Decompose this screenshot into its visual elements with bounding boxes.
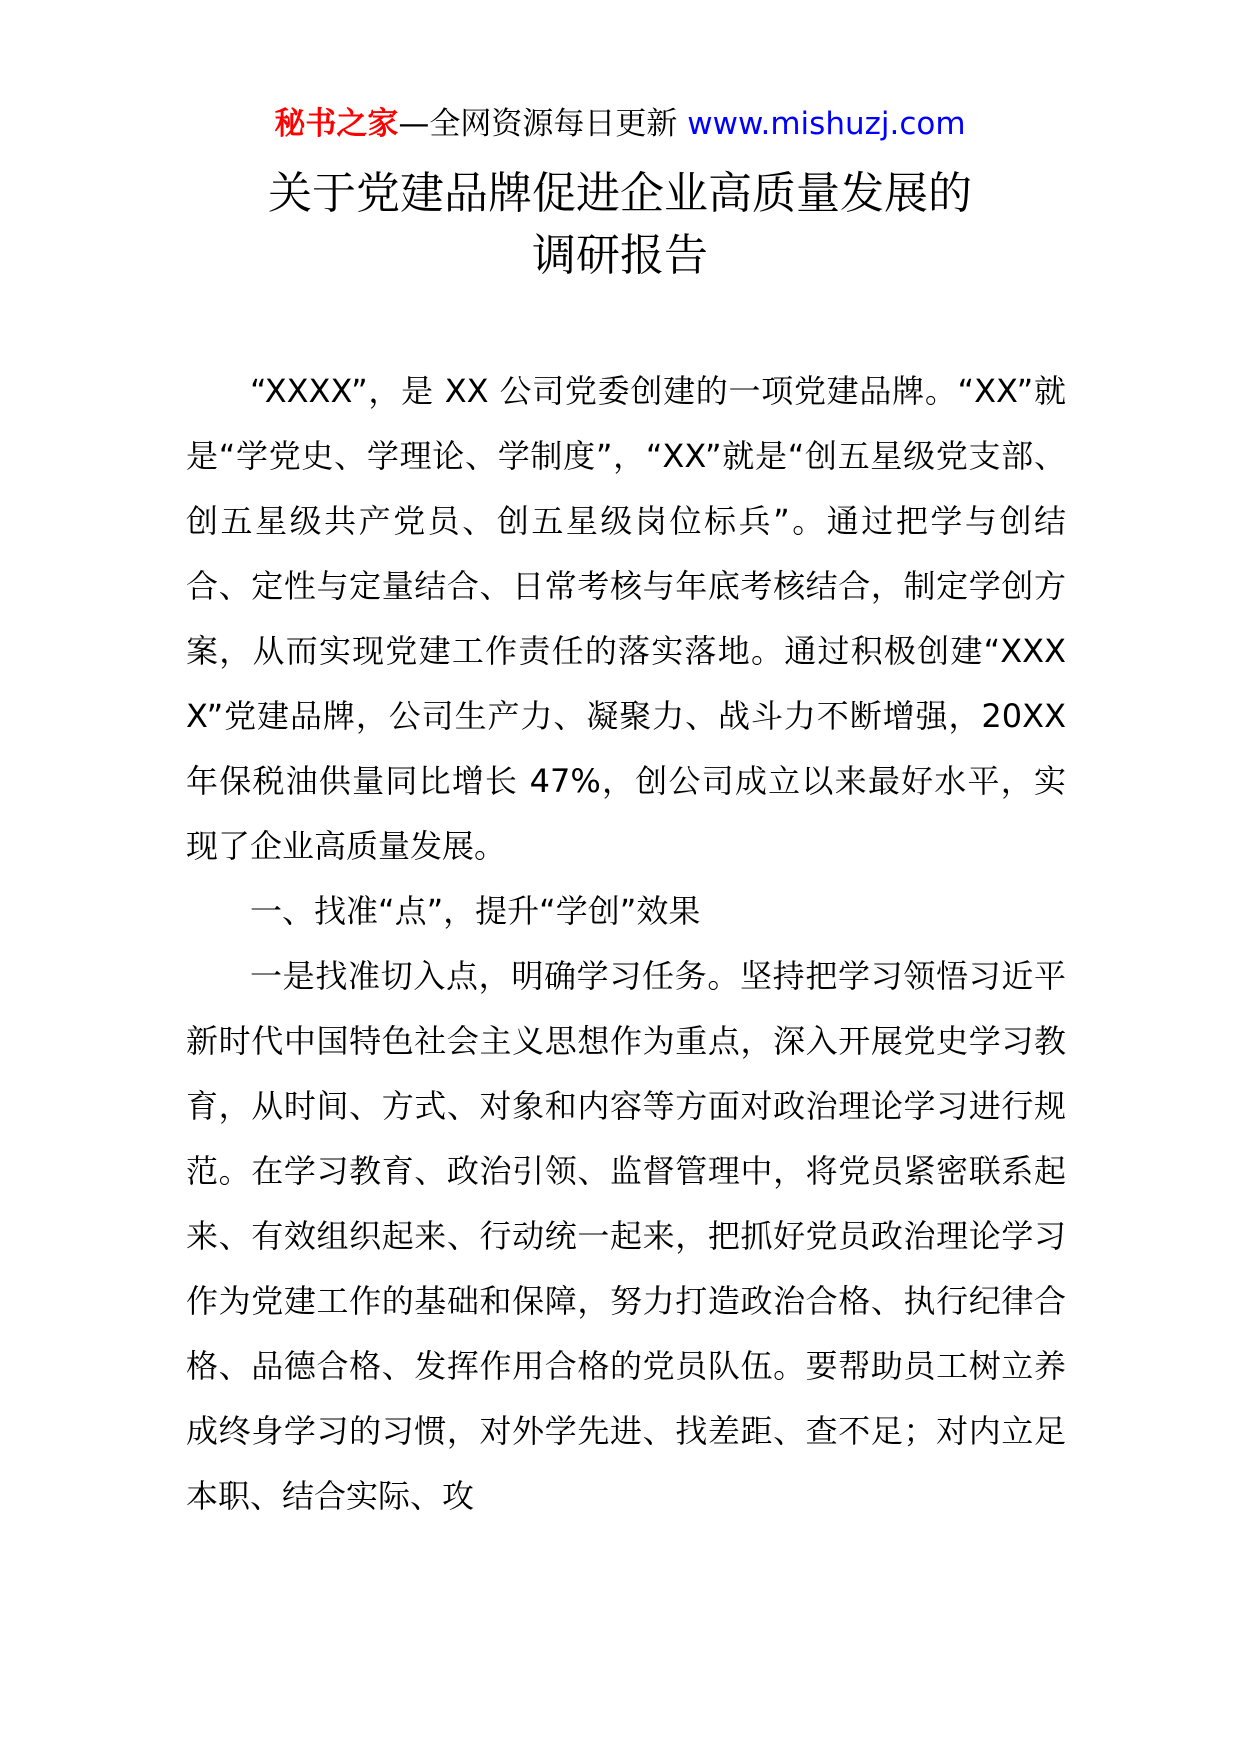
document-title (0, 163, 1240, 287)
site-header (0, 102, 1240, 146)
header-slogan: —全网资源每日更新 (398, 106, 678, 142)
intro-paragraph: “XXXX”，是 XX 公司党委创建的一项党建品牌。“XX”就是“学党史、学理论、学制度”，“XX”就是“创五星级党支部、创五星级共产党员、创五星级岗位标兵”。通过把学与创结合、定性与定量结合、日常考核与年底考核结合，制定学创方案，从而实现党建工作责任的落实落地。通过积极创建“XXXX”党建品牌，公司生产力、凝聚力、战斗力不断增强，20XX 年保税油供量同比增长 47%，创公司成立以来最好水平，实现了企业高质量发展。 (186, 372, 1066, 865)
body-paragraph: 一是找准切入点，明确学习任务。坚持把学习领悟习近平新时代中国特色社会主义思想作为重点，深入开展党史学习教育，从时间、方式、对象和内容等方面对政治理论学习进行规范。在学习教育、政治引领、监督管理中，将党员紧密联系起来、有效组织起来、行动统一起来，把抓好党员政治理论学习作为党建工作的基础和保障，努力打造政治合格、执行纪律合格、品德合格、发挥作用合格的党员队伍。要帮助员工树立养成终身学习的习惯，对外学先进、找差距、查不足；对内立足本职、结合实际、攻 (186, 957, 1066, 1515)
title-line-1: 关于党建品牌促进企业高质量发展的 (268, 168, 972, 219)
document-body (186, 359, 1066, 1529)
section-heading: 一、找准“点”，提升“学创”效果 (250, 892, 701, 930)
brand-name: 秘书之家 (274, 106, 399, 142)
title-line-2: 调研报告 (532, 230, 708, 281)
site-url-link[interactable]: www.mishuzj.com (687, 106, 966, 142)
